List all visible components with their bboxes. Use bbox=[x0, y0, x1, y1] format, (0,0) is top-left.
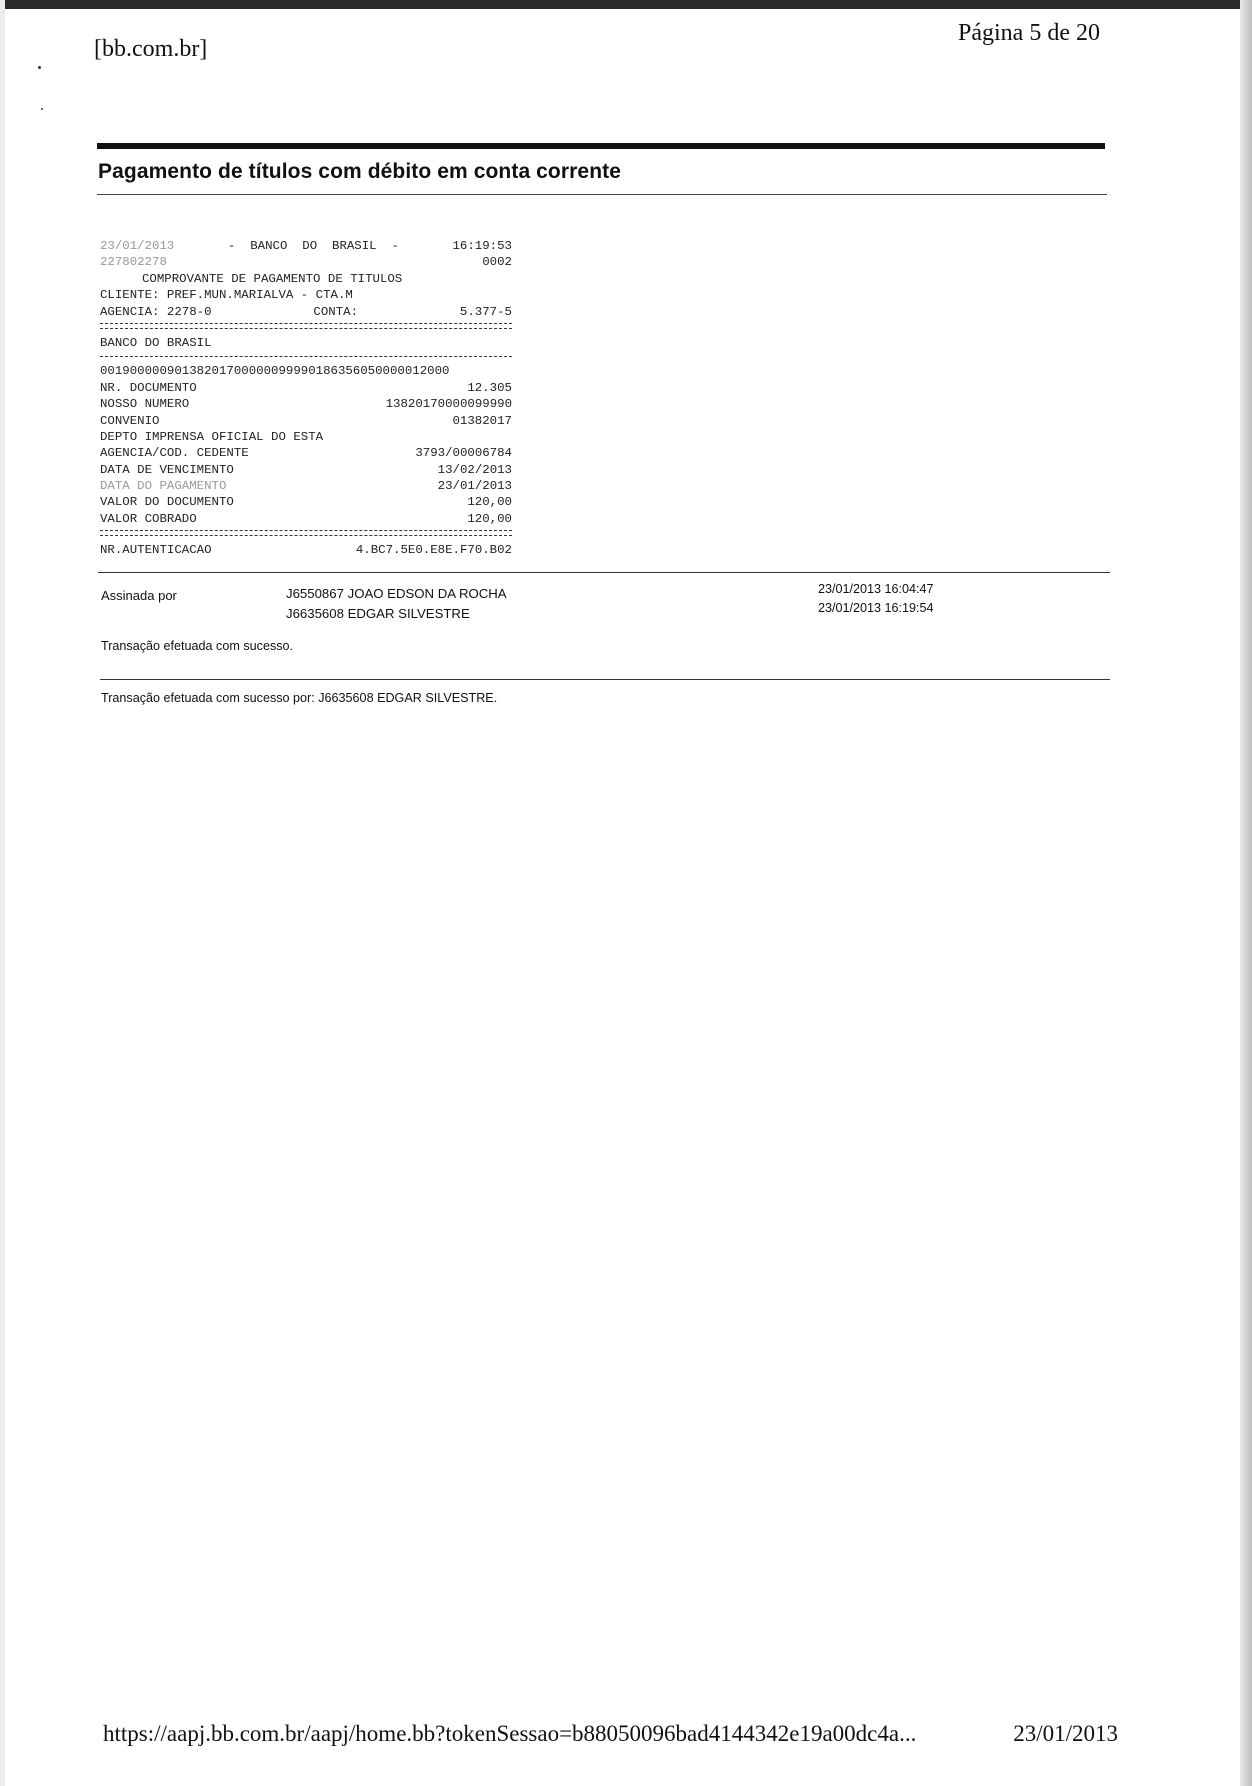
receipt-row-label: VALOR DO DOCUMENTO bbox=[100, 495, 234, 510]
signer-name: J6635608 EDGAR SILVESTRE bbox=[286, 606, 470, 621]
signer-name: J6550867 JOAO EDSON DA ROCHA bbox=[286, 586, 507, 601]
receipt-id-left: 227802278 bbox=[100, 255, 167, 270]
page-title: Pagamento de títulos com débito em conta corrente bbox=[98, 160, 621, 183]
receipt-barcode: 00190000090138201700000099990186356050000012000 bbox=[100, 364, 450, 379]
receipt-header-line bbox=[100, 238, 512, 254]
receipt-row-label: CONVENIO bbox=[100, 413, 160, 428]
footer-url: https://aapj.bb.com.br/aapj/home.bb?tokenSessao=b88050096bad4144342e19a00dc4a... bbox=[103, 1721, 917, 1746]
receipt-id-line bbox=[100, 254, 512, 270]
receipt-row bbox=[100, 413, 512, 429]
receipt-cedente-name: DEPTO IMPRENSA OFICIAL DO ESTA bbox=[100, 429, 324, 444]
success-by-message: Transação efetuada com sucesso por: J6635608 EDGAR SILVESTRE. bbox=[101, 691, 498, 705]
message-divider bbox=[100, 679, 1110, 680]
signature-dates bbox=[818, 580, 934, 618]
receipt-banco-line bbox=[100, 335, 512, 351]
receipt-autenticacao-label: NR.AUTENTICACAO bbox=[100, 543, 212, 558]
receipt-row-label: NR. DOCUMENTO bbox=[100, 380, 197, 395]
receipt-row-label: VALOR COBRADO bbox=[100, 511, 197, 526]
receipt-row-value: 13/02/2013 bbox=[437, 462, 512, 477]
receipt-time: 16:19:53 bbox=[452, 239, 512, 253]
receipt-conta-value: 5.377-5 bbox=[459, 304, 512, 319]
scan-speck bbox=[38, 66, 41, 69]
receipt-row bbox=[100, 478, 512, 494]
scan-edge-right bbox=[1240, 0, 1252, 1786]
receipt-separator bbox=[100, 323, 512, 329]
receipt-row-value: 01382017 bbox=[452, 413, 512, 428]
header-page-number: Página 5 de 20 bbox=[958, 20, 1100, 46]
receipt-cliente-line bbox=[100, 287, 512, 303]
receipt-banco: BANCO DO BRASIL bbox=[100, 335, 212, 350]
payment-receipt bbox=[100, 238, 512, 559]
receipt-conta-label: CONTA: bbox=[313, 304, 359, 319]
title-divider bbox=[97, 194, 1107, 195]
receipt-row-value: 120,00 bbox=[467, 495, 512, 510]
receipt-agencia-line bbox=[100, 304, 512, 320]
receipt-row-value: 23/01/2013 bbox=[437, 479, 512, 494]
receipt-row-label: NOSSO NUMERO bbox=[100, 397, 190, 412]
receipt-id-right: 0002 bbox=[482, 255, 512, 270]
receipt-autenticacao-line bbox=[100, 542, 512, 558]
receipt-cliente: CLIENTE: PREF.MUN.MARIALVA - CTA.M bbox=[100, 288, 353, 303]
receipt-row-value: 13820170000099990 bbox=[385, 397, 512, 412]
receipt-row bbox=[100, 494, 512, 510]
receipt-row-value: 12.305 bbox=[467, 380, 512, 395]
signature-timestamp: 23/01/2013 16:19:54 bbox=[818, 601, 934, 615]
footer-date: 23/01/2013 bbox=[1013, 1721, 1118, 1746]
receipt-row bbox=[100, 462, 512, 478]
receipt-row-value: 120,00 bbox=[467, 511, 512, 526]
success-message: Transação efetuada com sucesso. bbox=[101, 639, 294, 653]
receipt-row bbox=[100, 380, 512, 396]
receipt-row bbox=[100, 511, 512, 527]
receipt-doc-title: COMPROVANTE DE PAGAMENTO DE TITULOS bbox=[142, 271, 403, 286]
receipt-doc-title-line bbox=[100, 271, 512, 287]
receipt-cedente-line bbox=[100, 429, 512, 445]
receipt-separator bbox=[100, 530, 512, 536]
header-site: [bb.com.br] bbox=[94, 36, 208, 62]
signature-divider bbox=[98, 572, 1110, 573]
receipt-date: 23/01/2013 bbox=[100, 239, 175, 253]
scan-edge-left bbox=[0, 0, 5, 1786]
receipt-separator bbox=[100, 356, 512, 357]
scan-speck bbox=[41, 108, 43, 110]
print-footer bbox=[103, 1721, 1118, 1747]
title-bar bbox=[97, 143, 1105, 149]
scan-edge-top bbox=[0, 0, 1252, 9]
receipt-row-label: DATA DE VENCIMENTO bbox=[100, 462, 234, 477]
receipt-row-label: AGENCIA/COD. CEDENTE bbox=[100, 446, 249, 461]
signature-timestamp: 23/01/2013 16:04:47 bbox=[818, 582, 934, 596]
receipt-autenticacao-value: 4.BC7.5E0.E8E.F70.B02 bbox=[355, 543, 512, 558]
receipt-agencia: AGENCIA: 2278-0 bbox=[100, 304, 212, 319]
receipt-row bbox=[100, 396, 512, 412]
receipt-row-value: 3793/00006784 bbox=[415, 446, 512, 461]
receipt-row-label: DATA DO PAGAMENTO bbox=[100, 479, 227, 494]
signature-names bbox=[286, 584, 507, 624]
receipt-row bbox=[100, 445, 512, 461]
signature-label: Assinada por bbox=[101, 588, 177, 603]
receipt-bank-header: - BANCO DO BRASIL - bbox=[227, 239, 399, 253]
receipt-barcode-line bbox=[100, 363, 512, 379]
